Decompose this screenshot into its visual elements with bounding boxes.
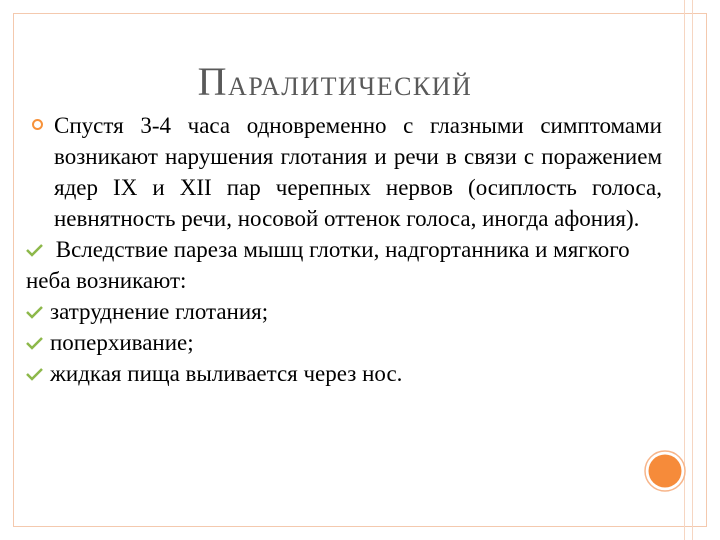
- paragraph-second-text: Вследствие пареза мышц глотки, надгортанника и мягкого неба возникают:: [26, 237, 630, 293]
- circle-bullet-icon: [32, 119, 43, 130]
- title-initial: П: [197, 59, 229, 104]
- list-item-text: поперхивание;: [50, 330, 194, 355]
- paragraph-second: [26, 234, 662, 296]
- paragraph-main-text: Спустя 3-4 часа одновременно с глазными симптомами возникают нарушения глотания и речи в связи с поражением ядер IX и XII пар черепных нервов (осиплость голоса, невнятность речи, носовой оттенок голоса, иногда афония).: [54, 113, 662, 231]
- list-item-text: жидкая пища выливается через нос.: [50, 361, 403, 386]
- checkmark-icon: [26, 367, 44, 381]
- title-rest: АРАЛИТИЧЕСКИЙ: [228, 72, 473, 101]
- checkmark-icon: [26, 305, 44, 319]
- list-item: [26, 358, 662, 389]
- slide-content: [26, 110, 662, 389]
- list-item-text: затруднение глотания;: [50, 299, 269, 324]
- orange-circle-icon: [643, 449, 687, 493]
- checkmark-icon: [26, 243, 44, 257]
- frame-rule-2: [692, 0, 693, 540]
- list-item: [26, 327, 662, 358]
- paragraph-main: [32, 110, 662, 234]
- checkmark-icon: [26, 336, 44, 350]
- list-item: [26, 296, 662, 327]
- slide-title: [0, 58, 670, 105]
